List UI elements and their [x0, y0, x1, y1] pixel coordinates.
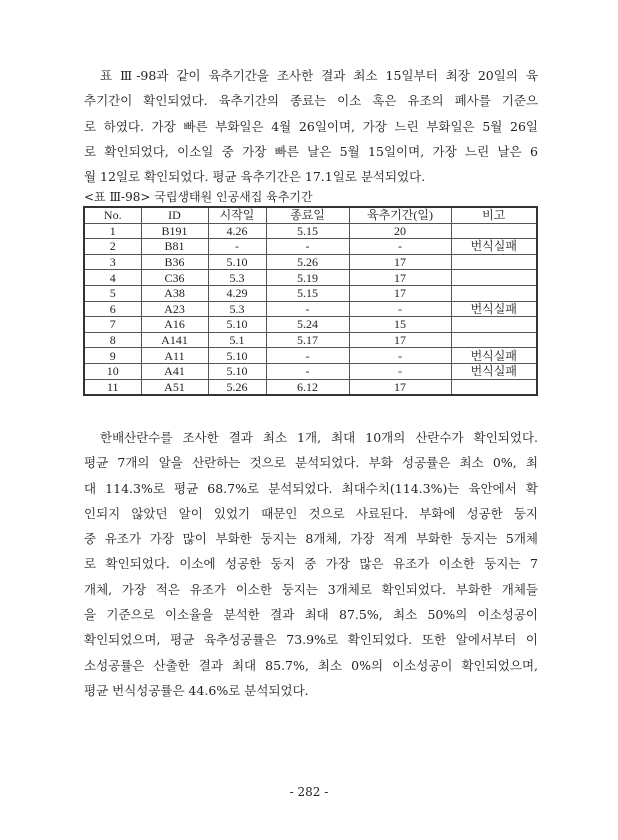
- table-cell: 5: [84, 285, 141, 301]
- table-cell: -: [266, 348, 349, 364]
- table-cell: [451, 317, 537, 333]
- paragraph-nesting-period: [84, 63, 538, 189]
- text-line: 표 Ⅲ-98과 같이 육추기간을 조사한 결과 최소 15일부터 최장 20일의 육: [100, 68, 538, 83]
- table-row: [84, 270, 537, 286]
- table-cell: 5.19: [266, 270, 349, 286]
- page-number: - 282 -: [289, 785, 329, 799]
- table-row: [84, 254, 537, 270]
- text-line: 대 114.3%로 평균 68.7%로 분석되었다. 최대수치(114.3%)는 육안에서 확: [84, 480, 538, 496]
- table-cell: 5.1: [208, 332, 266, 348]
- table-cell: 5.15: [266, 285, 349, 301]
- table-cell: A41: [141, 363, 208, 379]
- column-header: No.: [84, 207, 141, 223]
- table-cell: 10: [84, 363, 141, 379]
- table-cell: 5.10: [208, 348, 266, 364]
- table-cell: -: [349, 348, 451, 364]
- table-cell: [451, 285, 537, 301]
- table-cell: -: [349, 239, 451, 255]
- column-header: ID: [141, 207, 208, 223]
- table-cell: -: [349, 301, 451, 317]
- table-cell: -: [349, 363, 451, 379]
- table-cell: 5.17: [266, 332, 349, 348]
- table-cell: 번식실패: [451, 301, 537, 317]
- nesting-period-table: [83, 206, 538, 396]
- table-cell: A141: [141, 332, 208, 348]
- table-cell: 8: [84, 332, 141, 348]
- table-cell: A51: [141, 379, 208, 395]
- table-cell: -: [266, 363, 349, 379]
- table-cell: -: [208, 239, 266, 255]
- table-cell: 4.26: [208, 223, 266, 239]
- table-cell: 번식실패: [451, 348, 537, 364]
- table-cell: 7: [84, 317, 141, 333]
- table-cell: A23: [141, 301, 208, 317]
- text-line: 로 확인되었다. 이소에 성공한 둥지 중 가장 많은 유조가 이소한 둥지는 7: [84, 556, 538, 572]
- table-cell: A38: [141, 285, 208, 301]
- table-cell: 5.3: [208, 270, 266, 286]
- table-row: [84, 301, 537, 317]
- table-cell: [451, 332, 537, 348]
- table-row: [84, 239, 537, 255]
- table-cell: 20: [349, 223, 451, 239]
- table-cell: B81: [141, 239, 208, 255]
- text-line: 로 확인되었다, 이소일 중 가장 빠른 날은 5월 15일이며, 가장 느린 날은 6: [84, 143, 538, 159]
- text-line: 로 하였다. 가장 빠른 부화일은 4월 26일이며, 가장 느린 부화일은 5월 26일: [84, 118, 538, 134]
- table-cell: 5.3: [208, 301, 266, 317]
- table-cell: 15: [349, 317, 451, 333]
- table-cell: 5.26: [266, 254, 349, 270]
- table-cell: 6.12: [266, 379, 349, 395]
- table-row: [84, 379, 537, 395]
- table-header-row: [84, 207, 537, 223]
- table-cell: 3: [84, 254, 141, 270]
- table-row: [84, 285, 537, 301]
- table-cell: [451, 254, 537, 270]
- table-cell: 17: [349, 285, 451, 301]
- text-line: 확인되었으며, 평균 육추성공률은 73.9%로 확인되었다. 또한 알에서부터 이: [84, 632, 538, 648]
- text-line: 평균 7개의 알을 산란하는 것으로 분석되었다. 부화 성공률은 최소 0%, 최: [84, 455, 538, 471]
- column-header: 종료일: [266, 207, 349, 223]
- table-cell: 11: [84, 379, 141, 395]
- table-cell: -: [266, 301, 349, 317]
- table-cell: A11: [141, 348, 208, 364]
- table-cell: [451, 270, 537, 286]
- table-cell: 17: [349, 332, 451, 348]
- column-header: 육추기간(일): [349, 207, 451, 223]
- table-cell: 5.10: [208, 317, 266, 333]
- column-header: 비고: [451, 207, 537, 223]
- table-cell: C36: [141, 270, 208, 286]
- text-line: 소성공률은 산출한 결과 최대 85.7%, 최소 0%의 이소성공이 확인되었으며,: [84, 657, 538, 673]
- table-cell: [451, 223, 537, 239]
- table-cell: 5.24: [266, 317, 349, 333]
- column-header: 시작일: [208, 207, 266, 223]
- table-row: [84, 363, 537, 379]
- table-row: [84, 348, 537, 364]
- table-cell: 5.26: [208, 379, 266, 395]
- table-cell: 4: [84, 270, 141, 286]
- table-cell: 17: [349, 270, 451, 286]
- table-cell: 번식실패: [451, 363, 537, 379]
- text-line: 인되지 않았던 알이 있었기 때문인 것으로 사료된다. 부화에 성공한 둥지: [84, 505, 538, 521]
- table-cell: 17: [349, 254, 451, 270]
- text-line: 한배산란수를 조사한 결과 최소 1개, 최대 10개의 산란수가 확인되었다.: [100, 430, 538, 445]
- table-cell: A16: [141, 317, 208, 333]
- table-cell: 5.10: [208, 254, 266, 270]
- table-caption: <표 Ⅲ-98> 국립생태원 인공새집 육추기간: [84, 190, 313, 204]
- text-line: 을 기준으로 이소율을 분석한 결과 최대 87.5%, 최소 50%의 이소성공이: [84, 607, 538, 623]
- table-cell: B36: [141, 254, 208, 270]
- table-cell: 번식실패: [451, 239, 537, 255]
- text-line: 중 유조가 가장 많이 부화한 둥지는 8개체, 가장 적게 부화한 둥지는 5개체: [84, 531, 538, 547]
- table-cell: 1: [84, 223, 141, 239]
- table-row: [84, 317, 537, 333]
- table-row: [84, 332, 537, 348]
- text-line: 개체, 가장 적은 유조가 이소한 둥지는 3개체로 확인되었다. 부화한 개체들: [84, 581, 538, 597]
- paragraph-breeding-success: [84, 425, 538, 703]
- text-line: 추기간이 확인되었다. 육추기간의 종료는 이소 혹은 유조의 폐사를 기준으: [84, 93, 538, 109]
- table-row: [84, 223, 537, 239]
- text-line: 평균 번식성공률은 44.6%로 분석되었다.: [84, 682, 309, 698]
- table-cell: 2: [84, 239, 141, 255]
- table-cell: B191: [141, 223, 208, 239]
- text-line: 월 12일로 확인되었다. 평균 육추기간은 17.1일로 분석되었다.: [84, 169, 426, 185]
- table-cell: 5.15: [266, 223, 349, 239]
- table-cell: 6: [84, 301, 141, 317]
- table-cell: -: [266, 239, 349, 255]
- table-cell: 5.10: [208, 363, 266, 379]
- table-cell: 17: [349, 379, 451, 395]
- table-cell: 9: [84, 348, 141, 364]
- table-cell: [451, 379, 537, 395]
- table-cell: 4.29: [208, 285, 266, 301]
